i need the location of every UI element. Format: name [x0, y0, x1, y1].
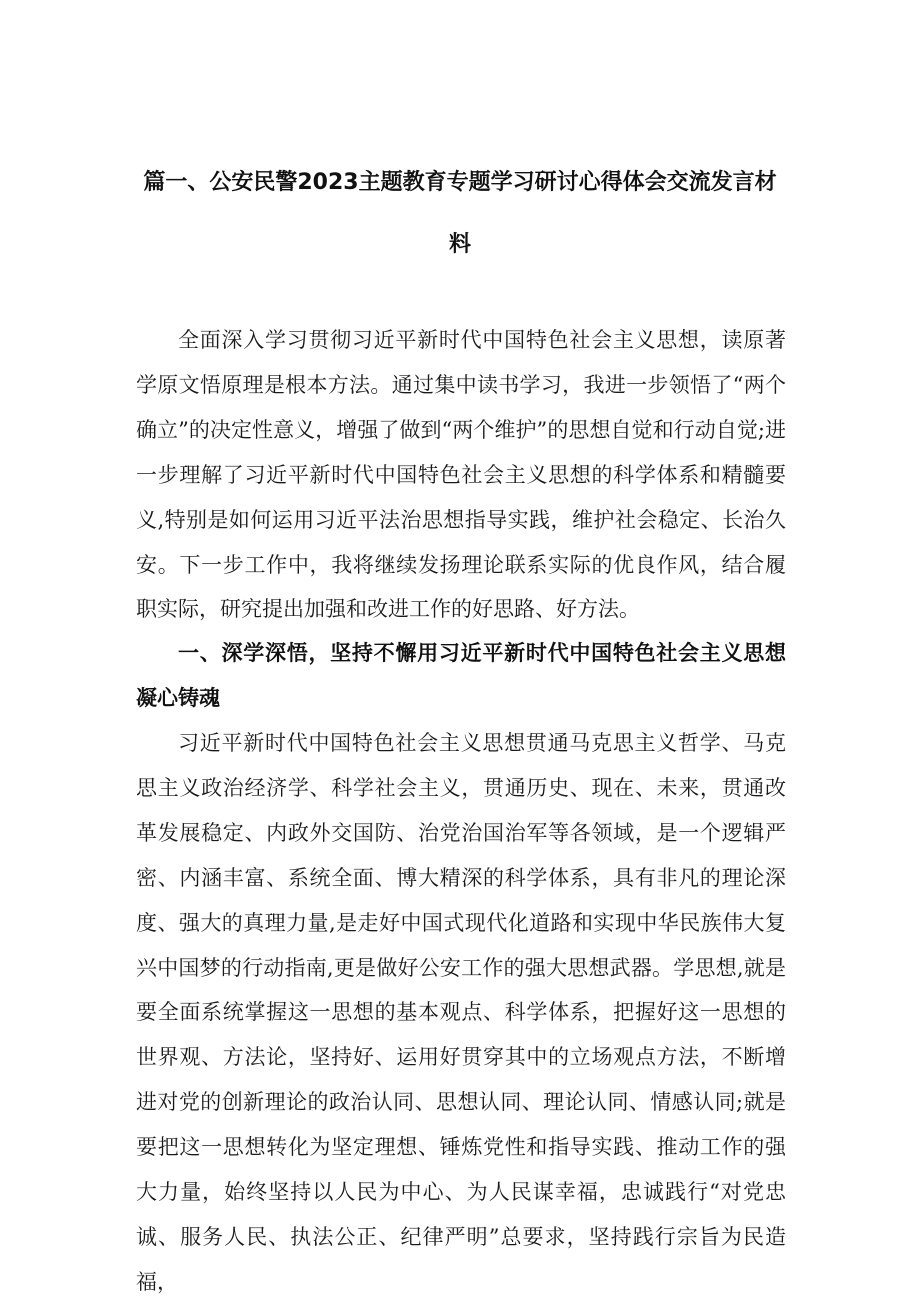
section-heading: 一、深学深悟，坚持不懈用习近平新时代中国特色社会主义思想凝心铸魂 — [136, 641, 786, 710]
intro-paragraph-block — [136, 318, 786, 632]
section-body-paragraph: 习近平新时代中国特色社会主义思想贯通马克思主义哲学、马克思主义政治经济学、科学社会主义，贯通历史、现在、未来，贯通改革发展稳定、内政外交国防、治党治国治军等各领域，是一个逻辑严密、内涵丰富、系统全面、博大精深的科学体系，具有非凡的理论深度、强大的真理力量,是走好中国式现代化道路和实现中华民族伟大复兴中国梦的行动指南,更是做好公安工作的强大思想武器。学思想,就是要全面系统掌握这一思想的基本观点、科学体系，把握好这一思想的世界观、方法论，坚持好、运用好贯穿其中的立场观点方法，不断增进对党的创新理论的政治认同、思想认同、理论认同、情感认同;就是要把这一思想转化为坚定理想、锤炼党性和指导实践、推动工作的强大力量，始终坚持以人民为中心、为人民谋幸福，忠诚践行“对党忠诚、服务人民、执法公正、纪律严明”总要求，坚持践行宗旨为民造福， — [136, 731, 786, 1294]
intro-paragraph: 全面深入学习贯彻习近平新时代中国特色社会主义思想，读原著学原文悟原理是根本方法。通过集中读书学习，我进一步领悟了“两个确立”的决定性意义，增强了做到“两个维护”的思想自觉和行动自觉;进一步理解了习近平新时代中国特色社会主义思想的科学体系和精髓要义,特别是如何运用习近平法治思想指导实践，维护社会稳定、长治久安。下一步工作中，我将继续发扬理论联系实际的优良作风，结合履职实际，研究提出加强和改进工作的好思路、好方法。 — [136, 328, 786, 622]
section-heading-block — [136, 631, 786, 721]
document-title-line-1: 篇一、公安民警2023主题教育专题学习研讨心得体会交流发言材 — [143, 170, 777, 195]
document-title-line-2: 料 — [448, 232, 471, 257]
section-body-block — [136, 721, 786, 1305]
